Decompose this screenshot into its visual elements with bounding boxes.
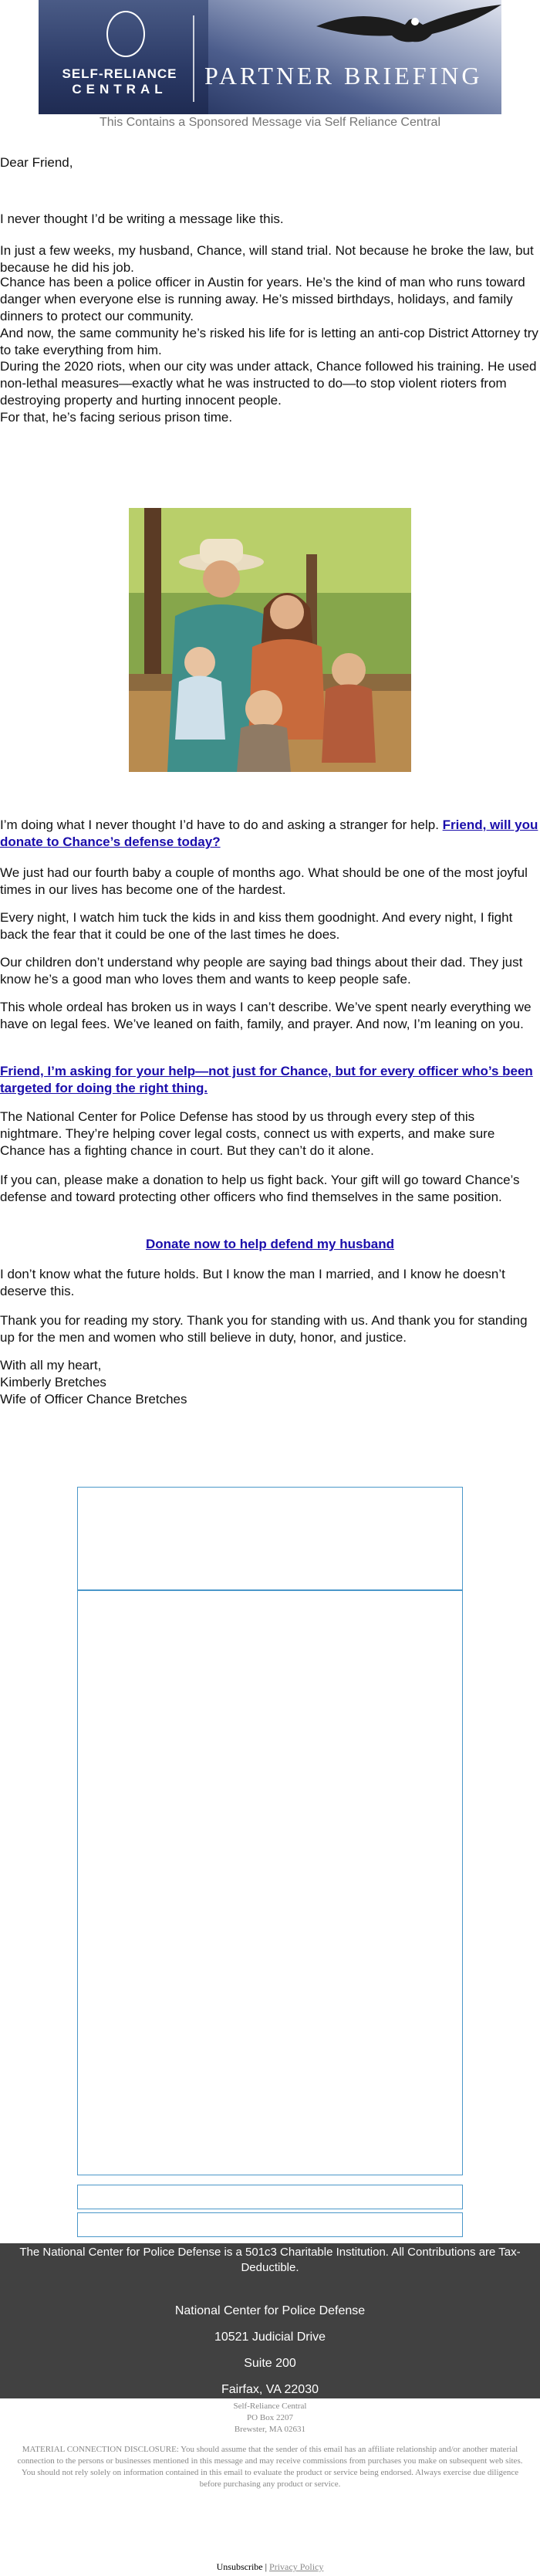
paragraph: During the 2020 riots, when our city was under attack, Chance followed his training. He used non-lethal measures—exactly what he was instructed to do—to stop violent rioters from destroying property and hurting innocent people. [0,359,537,408]
logo-emblem-icon [106,11,145,57]
eagle-icon [316,3,501,57]
unsubscribe-link[interactable]: Unsubscribe [216,2561,263,2572]
paragraph: If you can, please make a donation to help us fight back. Your gift will go toward Chance’s defense and toward protecting other officers who find themselves in the same position. [0,1173,520,1205]
nonprofit-footer [0,2243,540,2398]
paragraph-text: I’m doing what I never thought I’d have to do and asking a stranger for help. [0,817,443,832]
org-suite: Suite 200 [244,2357,296,2370]
sender-box: PO Box 2207 [247,2412,293,2422]
header-banner [39,0,501,114]
sender-city: Brewster, MA 02631 [234,2424,306,2434]
paragraph: We just had our fourth baby a couple of months ago. What should be one of the most joyful times in our lives has become one of the hardest. [0,865,528,898]
signature-name: Kimberly Bretches [0,1375,106,1390]
banner-divider [193,15,194,102]
paragraph: For that, he’s facing serious prison time. [0,410,233,425]
logo-line1: SELF-RELIANCE [62,66,177,81]
paragraph [0,817,540,851]
sponsored-note: This Contains a Sponsored Message via Self Reliance Central [99,116,440,129]
signature [0,1357,540,1408]
paragraph: Our children don’t understand why people are saying bad things about their dad. They just know he’s a good man who loves them and wants to keep people safe. [0,955,523,987]
paragraph: This whole ordeal has broken us in ways I can’t describe. We’ve spent nearly everything we have on legal fees. We’ve leaned on faith, family, and prayer. And now, I’m leaning on you. [0,1000,532,1032]
sender-address [0,2401,540,2436]
family-photo [129,508,411,772]
donate-link[interactable]: Friend, will you donate to Chance’s defense today? [0,817,538,850]
empty-frame-main [77,1589,463,2175]
logo-line2: CENTRAL [72,82,167,96]
greeting: Dear Friend, [0,155,73,170]
link-separator: | [262,2561,270,2572]
help-link[interactable]: Friend, I’m asking for your help—not just for Chance, but for every officer who’s been targeted for doing the right thing. [0,1064,533,1096]
org-street: 10521 Judicial Drive [214,2331,326,2344]
paragraph: Thank you for reading my story. Thank you for standing with us. And thank you for standing up for the men and women who still believe in duty, honor, and justice. [0,1313,528,1346]
sender-name: Self-Reliance Central [233,2402,307,2411]
privacy-link[interactable]: Privacy Policy [269,2561,324,2572]
paragraph: In just a few weeks, my husband, Chance, will stand trial. Not because he broke the law, but because he did his job. [0,243,534,276]
paragraph: I never thought I’d be writing a message like this. [0,212,284,226]
org-name: National Center for Police Defense [174,2304,366,2317]
paragraph: The National Center for Police Defense has stood by us through every step of this nightmare. They’re helping cover legal costs, connect us with experts, and make sure Chance has a fighting chance in court. But they can’t do it alone. [0,1109,495,1159]
cta-row [0,1236,540,1253]
empty-frame-top [77,1487,463,1591]
tax-notice: The National Center for Police Defense is a 501c3 Charitable Institution. All Contributions are Tax-Deductible. [19,2246,521,2274]
empty-frame-bar1 [77,2185,463,2209]
paragraph: I don’t know what the future holds. But I know the man I married, and I know he doesn’t deserve this. [0,1267,505,1299]
org-city: Fairfax, VA 22030 [221,2383,319,2396]
paragraph: Chance has been a police officer in Austin for years. He’s the kind of man who runs toward danger when everyone else is running away. He’s missed birthdays, holidays, and family dinners to protect our community. [0,275,525,324]
paragraph: And now, the same community he’s risked his life for is letting an anti-cop District Attorney try to take everything from him. [0,326,538,358]
disclosure: MATERIAL CONNECTION DISCLOSURE: You should assume that the sender of this email has an affiliate relationship and/or another material connection to the persons or businesses mentioned in this message and may receive commissions from purchases you make on subsequent web sites. You should not rely solely on information contained in this email to evaluate the product or service being endorsed. Always exercise due diligence before purchasing any product or service. [17,2445,523,2489]
empty-frame-bar2 [77,2212,463,2237]
banner-title: PARTNER BRIEFING [204,62,483,90]
paragraph: Every night, I watch him tuck the kids in and kiss them goodnight. And every night, I fight back the fear that it could be one of the last times he does. [0,910,513,943]
paragraph [0,1063,540,1097]
signature-closing: With all my heart, [0,1358,102,1373]
logo [54,66,185,97]
donate-cta-link[interactable]: Donate now to help defend my husband [145,1237,395,1251]
footer-links [0,2561,540,2573]
signature-title: Wife of Officer Chance Bretches [0,1392,187,1407]
